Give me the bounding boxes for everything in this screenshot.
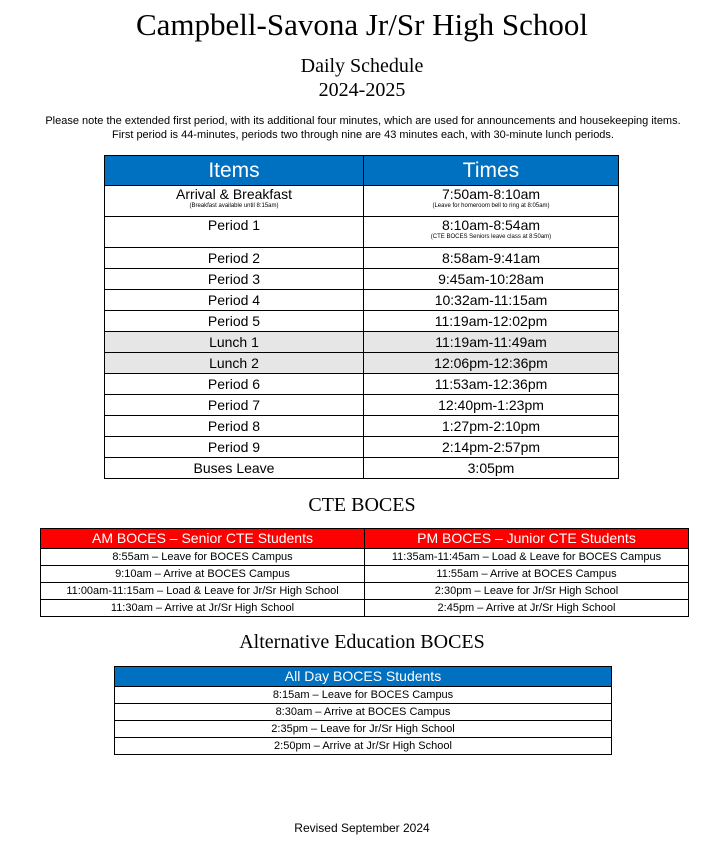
item-label: Period 1 — [207, 217, 261, 233]
time-label: 7:50am-8:10am — [441, 186, 541, 202]
schedule-time: 12:40pm-1:23pm — [364, 395, 619, 416]
schedule-row — [105, 416, 619, 437]
schedule-time: 8:58am-9:41am — [364, 248, 619, 269]
schedule-item: Period 6 — [105, 374, 364, 395]
alt-row — [115, 687, 612, 704]
daily-schedule-table — [104, 155, 619, 479]
schedule-time: 11:19am-11:49am — [364, 332, 619, 353]
alt-row — [115, 704, 612, 721]
cte-pm-cell: 11:35am-11:45am – Load & Leave for BOCES Campus — [365, 549, 689, 566]
cte-row — [41, 600, 689, 617]
alt-ed-table — [114, 666, 612, 755]
schedule-item: Period 7 — [105, 395, 364, 416]
alt-row — [115, 721, 612, 738]
schedule-time: 11:53am-12:36pm — [364, 374, 619, 395]
subtitle-school-year: 2024-2025 — [318, 79, 406, 101]
schedule-row-lunch — [105, 332, 619, 353]
cte-am-cell: 9:10am – Arrive at BOCES Campus — [41, 566, 365, 583]
schedule-row — [105, 395, 619, 416]
cte-section-title: CTE BOCES — [308, 494, 416, 516]
alt-cell: 8:30am – Arrive at BOCES Campus — [115, 704, 612, 721]
schedule-time — [364, 186, 619, 217]
schedule-row — [105, 186, 619, 217]
schedule-item: Period 8 — [105, 416, 364, 437]
schedule-row — [105, 217, 619, 248]
schedule-row — [105, 437, 619, 458]
schedule-item: Period 2 — [105, 248, 364, 269]
revised-date: Revised September 2024 — [294, 821, 430, 835]
schedule-item — [105, 186, 364, 217]
schedule-row — [105, 374, 619, 395]
schedule-row — [105, 311, 619, 332]
schedule-row — [105, 458, 619, 479]
cte-boces-table — [40, 528, 689, 617]
time-label: 8:10am-8:54am — [441, 217, 541, 233]
cte-header-row — [41, 529, 689, 549]
schedule-note: Please note the extended first period, with its additional four minutes, which are used for announcements and housekeeping items. First period is 44-minutes, periods two through nine are 43 minutes each, with 30-minute lunch periods. — [45, 115, 681, 141]
schedule-header-row — [105, 156, 619, 186]
schedule-item — [105, 217, 364, 248]
cte-row — [41, 583, 689, 600]
alt-row — [115, 738, 612, 755]
alt-ed-section-title: Alternative Education BOCES — [239, 631, 485, 653]
cte-row — [41, 549, 689, 566]
header-pm-boces: PM BOCES – Junior CTE Students — [365, 529, 689, 549]
cte-pm-cell: 2:30pm – Leave for Jr/Sr High School — [365, 583, 689, 600]
schedule-item: Lunch 1 — [105, 332, 364, 353]
header-am-boces: AM BOCES – Senior CTE Students — [41, 529, 365, 549]
schedule-item: Period 9 — [105, 437, 364, 458]
page-title: Campbell-Savona Jr/Sr High School — [135, 7, 589, 42]
schedule-row — [105, 248, 619, 269]
schedule-item: Period 3 — [105, 269, 364, 290]
header-times: Times — [364, 156, 619, 186]
cte-am-cell: 8:55am – Leave for BOCES Campus — [41, 549, 365, 566]
schedule-item: Lunch 2 — [105, 353, 364, 374]
subtitle-daily-schedule: Daily Schedule — [300, 55, 424, 77]
alt-cell: 8:15am – Leave for BOCES Campus — [115, 687, 612, 704]
schedule-row — [105, 269, 619, 290]
header-all-day-boces: All Day BOCES Students — [115, 667, 612, 687]
time-note: (Leave for homeroom bell to ring at 8:05am) — [432, 203, 550, 209]
schedule-time: 10:32am-11:15am — [364, 290, 619, 311]
schedule-item: Buses Leave — [105, 458, 364, 479]
schedule-time: 12:06pm-12:36pm — [364, 353, 619, 374]
alt-header-row — [115, 667, 612, 687]
schedule-time: 11:19am-12:02pm — [364, 311, 619, 332]
cte-am-cell: 11:00am-11:15am – Load & Leave for Jr/Sr High School — [41, 583, 365, 600]
header-items: Items — [105, 156, 364, 186]
item-label: Arrival & Breakfast — [176, 186, 292, 202]
alt-cell: 2:35pm – Leave for Jr/Sr High School — [115, 721, 612, 738]
time-note: (CTE BOCES Seniors leave class at 8:50am) — [430, 234, 552, 240]
schedule-time: 2:14pm-2:57pm — [364, 437, 619, 458]
schedule-row-lunch — [105, 353, 619, 374]
schedule-item: Period 4 — [105, 290, 364, 311]
schedule-time — [364, 217, 619, 248]
schedule-time: 1:27pm-2:10pm — [364, 416, 619, 437]
page-subtitle — [0, 54, 724, 102]
cte-am-cell: 11:30am – Arrive at Jr/Sr High School — [41, 600, 365, 617]
alt-cell: 2:50pm – Arrive at Jr/Sr High School — [115, 738, 612, 755]
schedule-item: Period 5 — [105, 311, 364, 332]
schedule-row — [105, 290, 619, 311]
schedule-time: 9:45am-10:28am — [364, 269, 619, 290]
cte-pm-cell: 2:45pm – Arrive at Jr/Sr High School — [365, 600, 689, 617]
schedule-time: 3:05pm — [364, 458, 619, 479]
cte-row — [41, 566, 689, 583]
item-note: (Breakfast available until 8:15am) — [189, 203, 279, 209]
cte-pm-cell: 11:55am – Arrive at BOCES Campus — [365, 566, 689, 583]
